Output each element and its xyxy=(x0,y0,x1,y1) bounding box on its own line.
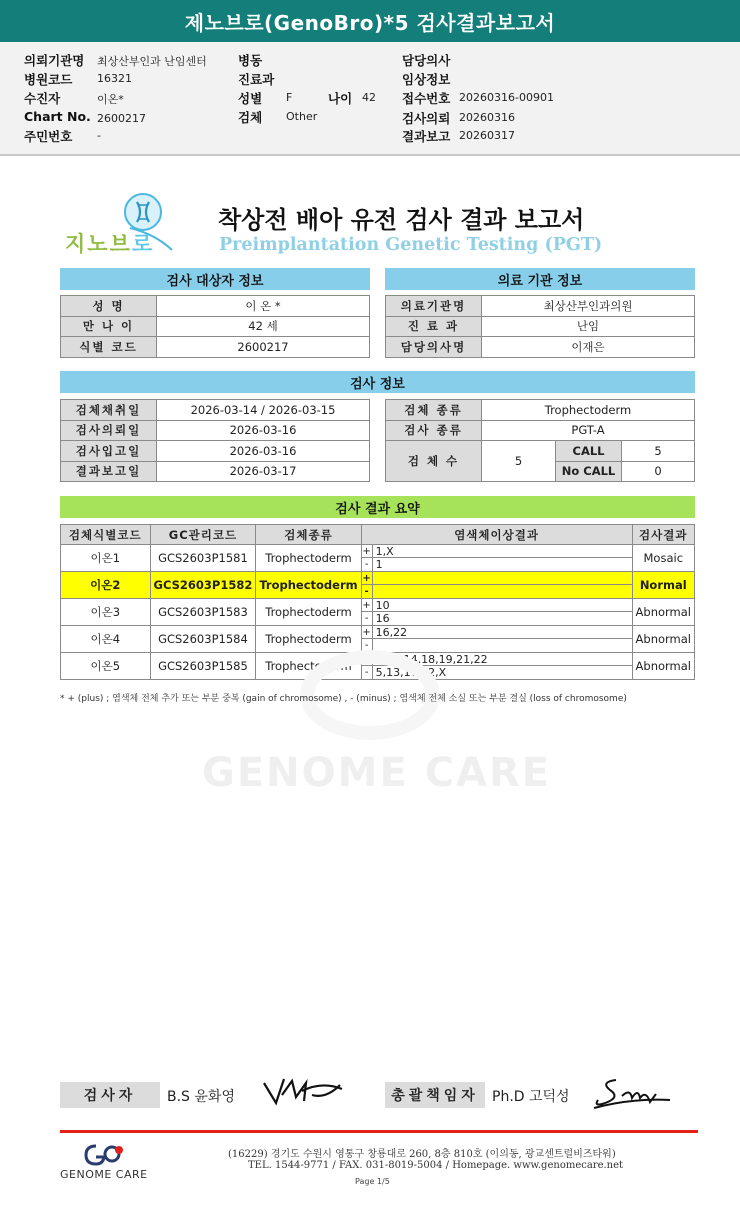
request-value: 2026-03-16 xyxy=(157,420,370,441)
row-type: Trophectoderm xyxy=(256,599,361,626)
row-id: 이온2 xyxy=(61,572,151,599)
row-result: Abnormal xyxy=(632,653,694,680)
patient-value: 이온* xyxy=(97,93,124,106)
subject-header: 검사 대상자 정보 xyxy=(60,268,370,290)
row-karyotype xyxy=(361,545,632,572)
loss-value: 1 xyxy=(375,558,383,571)
call-label: CALL xyxy=(556,441,622,462)
row-type: Trophectoderm xyxy=(256,572,361,599)
age-label: 만 나 이 xyxy=(61,316,157,337)
tester-label: 검사자 xyxy=(60,1082,160,1108)
plus-sign: + xyxy=(362,627,371,638)
row-gc: GCS2603P1582 xyxy=(150,572,256,599)
request-label: 검사의뢰일 xyxy=(61,420,157,441)
plus-sign: + xyxy=(362,573,371,584)
director-name: Ph.D 고덕성 xyxy=(492,1089,570,1105)
institution-value: 최상산부인과 난임센터 xyxy=(97,55,207,68)
document-title: 착상전 배아 유전 검사 결과 보고서 xyxy=(218,206,585,234)
inst-label: 의료기관명 xyxy=(386,296,482,317)
test-dates-table xyxy=(60,399,370,482)
report-value: 2026-03-17 xyxy=(157,461,370,482)
report-label: 결과보고일 xyxy=(61,461,157,482)
collect-label: 검체채취일 xyxy=(61,400,157,421)
doctor-label: 담당의사 xyxy=(402,53,451,68)
logo-text xyxy=(65,228,154,258)
call-value: 5 xyxy=(622,441,695,462)
inst-value: 최상산부인과의원 xyxy=(482,296,695,317)
row-type: Trophectoderm xyxy=(256,653,361,680)
gain-value: 1,X xyxy=(375,544,394,558)
resident-label: 주민번호 xyxy=(24,129,73,144)
director-label: 총괄책임자 xyxy=(385,1082,485,1108)
hospital-code-label: 병원코드 xyxy=(24,72,73,87)
id-value: 2600217 xyxy=(157,337,370,358)
age-value: 42 xyxy=(362,91,376,104)
patient-label: 수진자 xyxy=(24,91,61,106)
logo-text-b: 로 xyxy=(131,232,155,256)
age-value: 42 세 xyxy=(157,316,370,337)
legend-note: * + (plus) ; 염색체 전체 추가 또는 부분 중복 (gain of chromosome) , - (minus) ; 염색체 전체 소실 또는 부분 결실 (loss of chromosome) xyxy=(60,694,627,704)
receive-label: 검사입고일 xyxy=(61,441,157,462)
dept-value: 난임 xyxy=(482,316,695,337)
institution-label: 의뢰기관명 xyxy=(24,53,85,68)
loss-value: 5,13,17,22,X xyxy=(375,666,447,679)
watermark-text: GENOME CARE xyxy=(202,750,552,796)
row-gc: GCS2603P1584 xyxy=(150,626,256,653)
minus-sign: - xyxy=(362,639,373,652)
kind-label: 검사 종류 xyxy=(386,420,482,441)
document-subtitle: Preimplantation Genetic Testing (PGT) xyxy=(219,235,603,255)
name-value: 이 온 * xyxy=(157,296,370,317)
hospital-code-value: 16321 xyxy=(97,72,132,85)
doctor-value: 이재은 xyxy=(482,337,695,358)
row-id: 이온1 xyxy=(61,545,151,572)
col-type: 검체종류 xyxy=(256,525,361,545)
row-gc: GCS2603P1583 xyxy=(150,599,256,626)
minus-sign: - xyxy=(362,612,373,625)
row-gc: GCS2603P1581 xyxy=(150,545,256,572)
tester-name: B.S 윤화영 xyxy=(167,1089,235,1105)
row-karyotype xyxy=(361,572,632,599)
subject-table xyxy=(60,295,370,358)
row-id: 이온4 xyxy=(61,626,151,653)
row-id: 이온3 xyxy=(61,599,151,626)
row-gc: GCS2603P1585 xyxy=(150,653,256,680)
institution-table xyxy=(385,295,695,358)
minus-sign: - xyxy=(362,558,373,571)
dept-label: 진료과 xyxy=(238,72,275,87)
gain-value: 10 xyxy=(375,598,390,612)
request-label: 검사의뢰 xyxy=(402,111,451,126)
row-id: 이온5 xyxy=(61,653,151,680)
tester-signature-icon xyxy=(262,1073,344,1109)
footer-logo-text: GENOME CARE xyxy=(60,1168,148,1181)
count-value: 5 xyxy=(482,441,556,482)
id-label: 식별 코드 xyxy=(61,337,157,358)
plus-sign: + xyxy=(362,546,371,557)
chart-label: Chart No. xyxy=(24,109,91,124)
specimen-value: Other xyxy=(286,110,318,123)
ward-label: 병동 xyxy=(238,53,263,68)
gain-value: 16,22 xyxy=(375,625,408,639)
receipt-label: 접수번호 xyxy=(402,91,451,106)
kind-value: PGT-A xyxy=(482,420,695,441)
row-result: Abnormal xyxy=(632,626,694,653)
director-signature-icon xyxy=(592,1074,672,1110)
logo-text-a: 지노브 xyxy=(65,232,132,256)
collect-value: 2026-03-14 / 2026-03-15 xyxy=(157,400,370,421)
plus-sign: + xyxy=(362,600,371,611)
table-row xyxy=(61,572,695,599)
col-id: 검체식별코드 xyxy=(61,525,151,545)
row-result: Mosaic xyxy=(632,545,694,572)
report-date-label: 결과보고 xyxy=(402,129,451,144)
footer-address: (16229) 경기도 수원시 영통구 창룡대로 260, 8층 810호 (이의동, 광교센트럴비즈타워) xyxy=(228,1149,616,1160)
row-result: Normal xyxy=(632,572,694,599)
name-label: 성 명 xyxy=(61,296,157,317)
gain-value: 5,11,14,18,19,21,22 xyxy=(375,652,488,666)
type-value: Trophectoderm xyxy=(482,400,695,421)
clinical-label: 임상정보 xyxy=(402,72,451,87)
test-info-header: 검사 정보 xyxy=(60,371,695,393)
institution-header: 의료 기관 정보 xyxy=(385,268,695,290)
request-value: 20260316 xyxy=(459,111,515,124)
specimen-label: 검체 xyxy=(238,110,263,125)
doctor-label: 담당의사명 xyxy=(386,337,482,358)
row-type: Trophectoderm xyxy=(256,626,361,653)
table-row xyxy=(61,626,695,653)
row-type: Trophectoderm xyxy=(256,545,361,572)
table-row xyxy=(61,545,695,572)
footer-contact: TEL. 1544-9771 / FAX. 031-8019-5004 / Homepage. www.genomecare.net xyxy=(248,1160,624,1171)
chart-value: 2600217 xyxy=(97,112,146,125)
summary-header: 검사 결과 요약 xyxy=(60,496,695,518)
loss-value: 16 xyxy=(375,612,390,625)
table-row xyxy=(61,599,695,626)
dept-label: 진 료 과 xyxy=(386,316,482,337)
plus-sign: + xyxy=(362,654,371,665)
col-result: 검사결과 xyxy=(632,525,694,545)
minus-sign: - xyxy=(362,585,373,598)
col-karyotype: 염색체이상결과 xyxy=(361,525,632,545)
page-number: Page 1/5 xyxy=(355,1177,390,1186)
footer-divider xyxy=(60,1130,698,1133)
row-karyotype xyxy=(361,626,632,653)
test-type-table xyxy=(385,399,695,482)
receipt-value: 20260316-00901 xyxy=(459,91,554,104)
row-karyotype xyxy=(361,599,632,626)
receive-value: 2026-03-16 xyxy=(157,441,370,462)
nocall-label: No CALL xyxy=(556,461,622,482)
age-label: 나이 xyxy=(328,91,353,106)
nocall-value: 0 xyxy=(622,461,695,482)
count-label: 검 체 수 xyxy=(386,441,482,482)
report-date-value: 20260317 xyxy=(459,129,515,142)
patient-info-panel xyxy=(0,42,740,156)
report-title: 제노브로(GenoBro)*5 검사결과보고서 xyxy=(0,0,740,42)
col-gc: GC관리코드 xyxy=(150,525,256,545)
sex-value: F xyxy=(286,91,293,104)
row-result: Abnormal xyxy=(632,599,694,626)
resident-value: - xyxy=(97,129,101,142)
sex-label: 성별 xyxy=(238,91,263,106)
type-label: 검체 종류 xyxy=(386,400,482,421)
minus-sign: - xyxy=(362,666,373,679)
